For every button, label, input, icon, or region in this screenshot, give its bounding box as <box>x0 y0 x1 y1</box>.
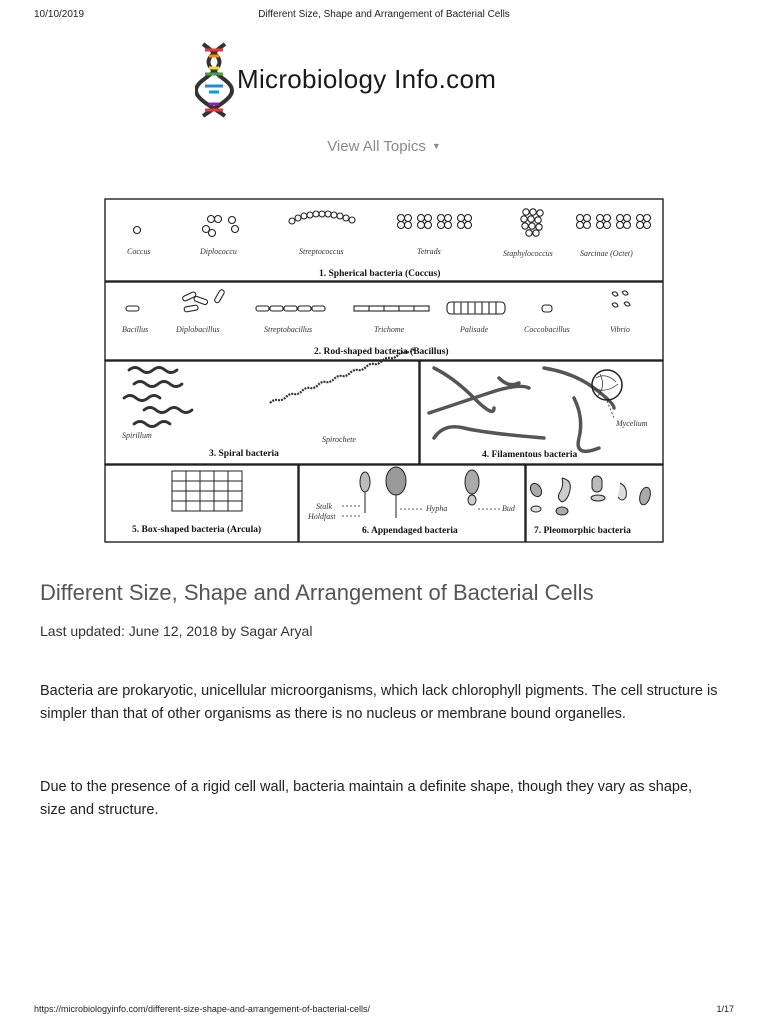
site-logo[interactable] <box>195 42 575 118</box>
caption-pleomorphic: 7. Pleomorphic bacteria <box>534 526 631 536</box>
appendaged-shapes <box>360 467 479 518</box>
rod-shapes <box>126 289 630 314</box>
label-sarcinae: Sarcinae (Octet) <box>580 249 633 258</box>
label-diplobacillus: Diplobacillus <box>176 325 220 334</box>
label-spirochete: Spirochete <box>322 435 356 444</box>
print-footer <box>0 994 768 1024</box>
byline-by: by <box>221 623 237 639</box>
page-number: 1/17 <box>716 1004 734 1014</box>
caption-box: 5. Box-shaped bacteria (Arcula) <box>132 525 262 535</box>
print-header <box>0 0 768 30</box>
label-hypha: Hypha <box>426 504 448 513</box>
label-spirillum: Spirillum <box>122 431 152 440</box>
caption-rod: 2. Rod-shaped bacteria (Bacillus) <box>314 347 449 357</box>
author-link[interactable]: Sagar Aryal <box>240 623 313 639</box>
logo-text: Microbiology Info.com <box>237 64 497 94</box>
label-palisade: Palisade <box>460 325 488 334</box>
view-all-topics-label: View All Topics <box>327 138 426 155</box>
label-mycelium: Mycelium <box>616 419 648 428</box>
label-bacillus: Bacillus <box>122 325 149 334</box>
label-coccus: Coccus <box>127 247 151 256</box>
label-stalk: Stalk <box>316 502 332 511</box>
pleomorphic-shapes <box>528 476 652 515</box>
label-tetrads: Tetrads <box>417 247 441 256</box>
article-paragraph: Due to the presence of a rigid cell wall, bacteria maintain a definite shape, though they vary as shape, size and structure. <box>40 779 693 818</box>
print-url: https://microbiologyinfo.com/different-size-shape-and-arrangement-of-bacterial-cells/ <box>34 1004 370 1014</box>
dna-icon <box>195 42 235 118</box>
mycelium-shape <box>592 370 622 400</box>
label-diplococcus: Diplococcu <box>200 247 237 256</box>
caption-spiral: 3. Spiral bacteria <box>209 449 279 459</box>
box-shapes <box>172 471 242 511</box>
label-streptococcus: Streptococcus <box>299 247 344 256</box>
label-trichome: Trichome <box>374 325 405 334</box>
label-coccobacillus: Coccobacillus <box>524 325 570 334</box>
view-all-topics-menu[interactable] <box>0 138 768 155</box>
caption-appendaged: 6. Appendaged bacteria <box>362 526 458 536</box>
print-date: 10/10/2019 <box>34 9 85 20</box>
article-title: Different Size, Shape and Arrangement of Bacterial Cells <box>40 580 594 605</box>
spirochete-shape <box>270 349 414 403</box>
article-paragraph: Bacteria are prokaryotic, unicellular microorganisms, which lack chlorophyll pigments. The cell structure is simpler than that of other organisms as there is no nucleus or membrane bound organelles. <box>40 683 718 722</box>
label-bud: Bud <box>502 504 515 513</box>
spherical-shapes <box>134 209 651 237</box>
print-title: Different Size, Shape and Arrangement of Bacterial Cells <box>258 9 510 20</box>
label-streptobacillus: Streptobacillus <box>264 325 313 334</box>
article-meta <box>40 623 312 639</box>
last-updated-label: Last updated: <box>40 623 125 639</box>
updated-date: June 12, 2018 <box>128 623 218 639</box>
caption-spherical: 1. Spherical bacteria (Coccus) <box>319 269 441 279</box>
spiral-shapes <box>124 368 192 427</box>
caption-filamentous: 4. Filamentous bacteria <box>482 450 578 460</box>
label-staphylococcus: Staphylococcus <box>503 249 553 258</box>
caret-down-icon: ▼ <box>431 141 441 151</box>
filamentous-shapes <box>429 368 614 451</box>
label-vibrio: Vibrio <box>610 325 630 334</box>
label-holdfast: Holdfast <box>308 512 336 521</box>
bacteria-shapes-figure <box>104 198 664 543</box>
